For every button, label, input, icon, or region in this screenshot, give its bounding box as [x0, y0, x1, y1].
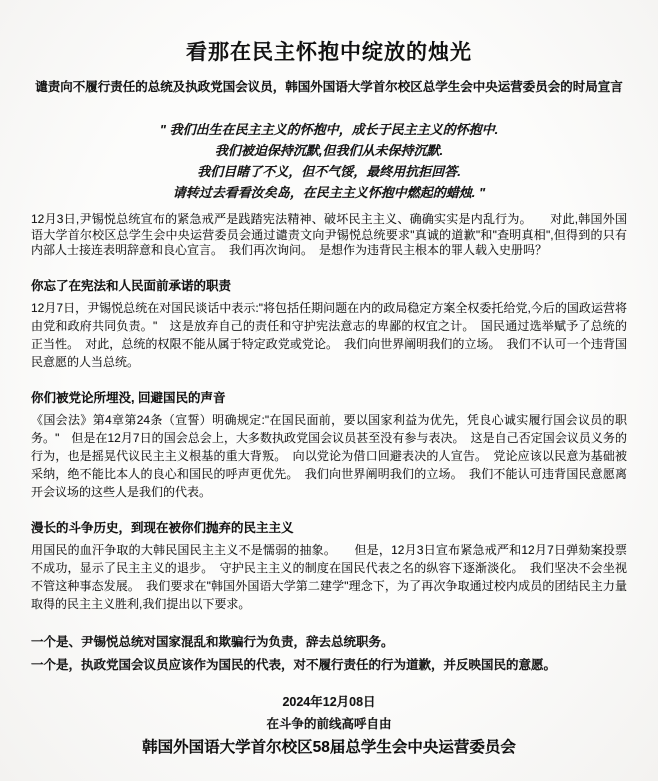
poem-line: " 我们出生在民主主义的怀抱中，成长于民主主义的怀抱中. [159, 122, 499, 137]
opening-poem [31, 119, 627, 203]
demand-item: 一个是、尹锡悦总统对国家混乱和欺骗行为负责，辞去总统职务。 [31, 634, 394, 649]
section-heading: 漫长的斗争历史，到现在被你们抛弃的民主主义 [31, 520, 294, 535]
section-heading: 你忘了在宪法和人民面前承诺的职责 [31, 278, 232, 293]
demand-list [31, 631, 627, 677]
footer-slogan: 在斗争的前线高呼自由 [266, 716, 392, 731]
section-constitution-duty [31, 276, 627, 371]
section-body: 《国会法》第4章第24条（宣誓）明确规定:"在国民面前，要以国家利益为优先，凭良心诚实履行国会议员的职务。" 但是在12月7日的国会总会上，大多数执政党国会议员甚至没有参与表决。 这是自己否定国会议员义务的行为，也是摇晃代议民主主义根基的重大背叛。 向以党论为借口回避表决的人宣告。 党论应该以民意为基础被采纳，绝不能比本人的良心和国民的呼声更优先。 我们向世界阐明我们的立场。 我们不能认可违背国民意愿离开会议场的这些人是我们的代表。 [31, 412, 627, 499]
poem-line: 请转过去看看汝矣岛，在民主主义怀抱中燃起的蜡烛. " [172, 185, 486, 200]
demand-item: 一个是，执政党国会议员应该作为国民的代表，对不履行责任的行为道歉，并反映国民的意愿。 [31, 657, 557, 672]
poem-line: 我们被迫保持沉默,但我们从未保持沉默. [214, 143, 444, 158]
document-subtitle: 谴责向不履行责任的总统及执政党国会议员，韩国外国语大学首尔校区总学生会中央运营委员会的时局宣言 [35, 80, 623, 94]
footer-date: 2024年12月08日 [282, 694, 376, 709]
poem-line: 我们目睹了不义，但不气馁，最终用抗拒回答. [197, 164, 461, 179]
section-heading: 你们被党论所埋没, 回避国民的声音 [31, 390, 226, 405]
footer-signature: 韩国外国语大学首尔校区58届总学生会中央运营委员会 [142, 738, 516, 756]
section-struggle-history [31, 518, 627, 613]
intro-paragraph: 12月3日,尹锡悦总统宣布的紧急戒严是践踏宪法精神、破坏民主主义、确确实实是内乱行为。 对此,韩国外国语大学首尔校区总学生会中央运营委员会通过谴责文向尹锡悦总统要求"真诚的道歉"和"查明真相",但得到的只有内部人士接连表明辞意和良心宣言。 我们再次询问。 是想作为违背民主根本的罪人载入史册吗？ [31, 212, 627, 257]
section-body: 用国民的血汗争取的大韩民国民主主义不是懦弱的抽象。 但是，12月3日宣布紧急戒严和12月7日弹劾案投票不成功，显示了民主主义的退步。 守护民主主义的制度在国民代表之名的纵容下逐渐淡化。 我们坚决不会坐视不管这种事态发展。 我们要求在"韩国外国语大学第二建学"理念下，为了再次争取通过校内成员的团结民主力量取得的民主主义胜利,我们提出以下要求。 [31, 542, 627, 611]
section-party-line [31, 388, 627, 501]
document-footer [31, 692, 627, 759]
section-body: 12月7日，尹锡悦总统在对国民谈话中表示:"将包括任期问题在内的政局稳定方案全权委托给党,今后的国政运营将由党和政府共同负责。" 这是放弃自己的责任和守护宪法意志的卑鄙的权宜之计。 国民通过选举赋予了总统的正当性。 对此，总统的权限不能从属于特定政党或党论。 我们向世界阐明我们的立场。 我们不认可一个违背国民意愿的人当总统。 [31, 300, 627, 369]
page-title: 看那在民主怀抱中绽放的烛光 [186, 41, 472, 64]
